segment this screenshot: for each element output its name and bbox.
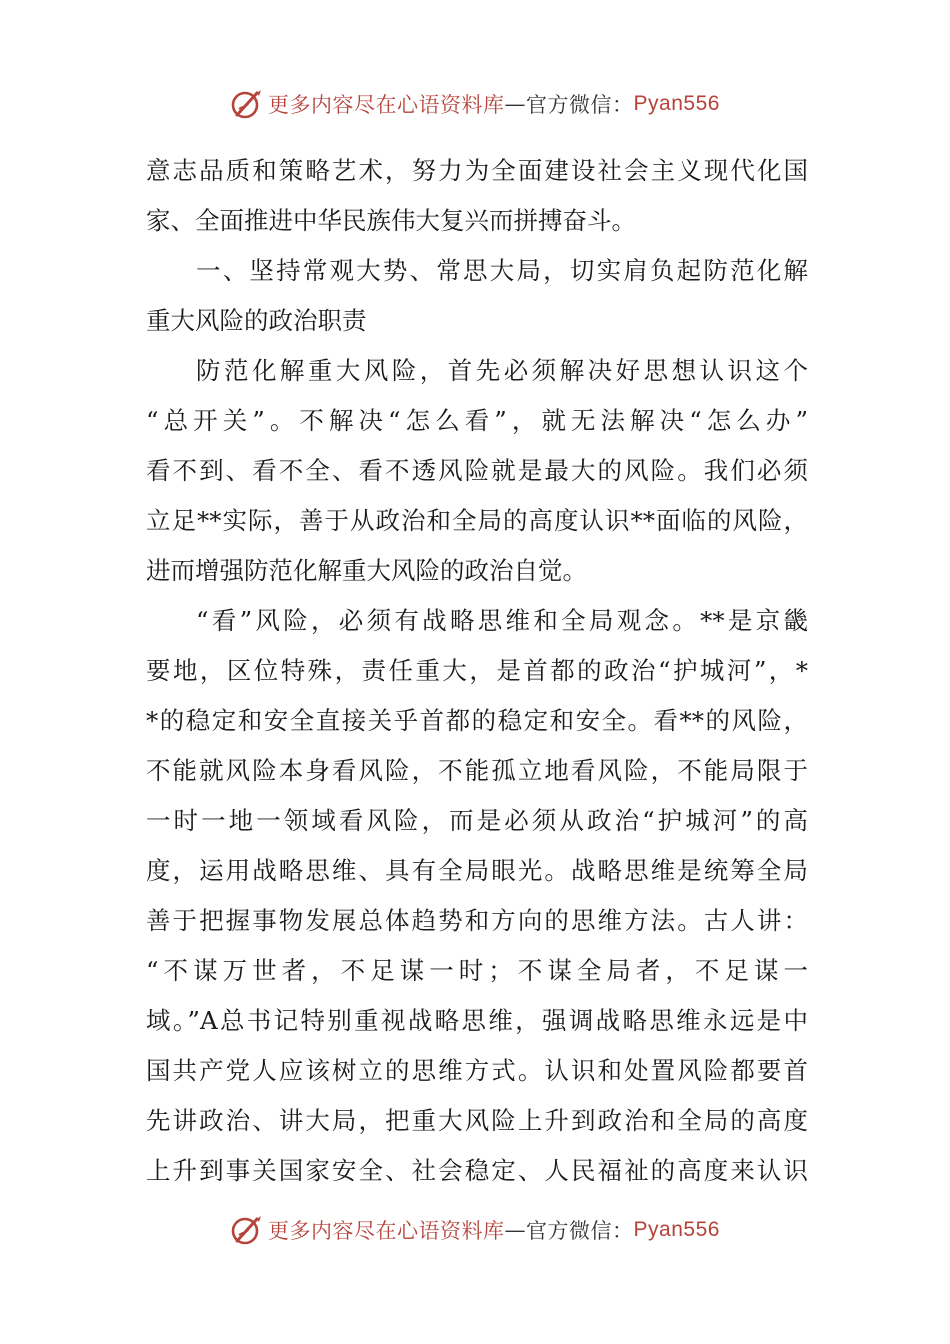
banner-wechat-id: Pyan556 bbox=[633, 92, 720, 115]
text-line: 意志品质和策略艺术，努力为全面建设社会主义现代化国 bbox=[146, 156, 808, 185]
text-line: 国共产党人应该树立的思维方式。认识和处置风险都要首 bbox=[146, 1056, 808, 1085]
text-line: “总开关”。不解决“怎么看”，就无法解决“怎么办” bbox=[146, 406, 808, 435]
section-heading-line: 重大风险的政治职责 bbox=[146, 306, 367, 335]
banner-dash: — bbox=[504, 92, 527, 116]
text-line: 不能就风险本身看风险，不能孤立地看风险，不能局限于 bbox=[146, 756, 808, 785]
text-line: 一时一地一领域看风险，而是必须从政治“护城河”的高 bbox=[146, 806, 808, 835]
pen-logo-icon bbox=[230, 87, 264, 121]
text-line: 看不到、看不全、看不透风险就是最大的风险。我们必须 bbox=[146, 456, 808, 485]
header-watermark-banner bbox=[0, 84, 950, 124]
banner-title: 更多内容尽在心语资料库 bbox=[268, 93, 505, 117]
pen-logo-icon bbox=[230, 1213, 264, 1247]
text-line: “不谋万世者，不足谋一时；不谋全局者，不足谋一 bbox=[146, 956, 808, 985]
text-line: 防范化解重大风险，首先必须解决好思想认识这个 bbox=[196, 356, 808, 385]
text-line: 要地，区位特殊，责任重大，是首都的政治“护城河”，* bbox=[146, 656, 808, 685]
section-heading-line: 一、坚持常观大势、常思大局，切实肩负起防范化解 bbox=[196, 256, 808, 285]
text-line: *的稳定和安全直接关乎首都的稳定和安全。看**的风险， bbox=[146, 706, 808, 735]
footer-banner-dash: — bbox=[504, 1218, 527, 1242]
text-line: 立足**实际，善于从政治和全局的高度认识**面临的风险， bbox=[146, 506, 808, 535]
document-body bbox=[146, 146, 808, 1196]
text-line: 善于把握事物发展总体趋势和方向的思维方法。古人讲： bbox=[146, 906, 808, 935]
footer-watermark-banner bbox=[0, 1210, 950, 1250]
text-line: “看”风险，必须有战略思维和全局观念。**是京畿 bbox=[196, 606, 808, 635]
text-line: 上升到事关国家安全、社会稳定、人民福祉的高度来认识 bbox=[146, 1156, 808, 1185]
banner-wechat-label: 官方微信： bbox=[526, 93, 634, 117]
text-line: 进而增强防范化解重大风险的政治自觉。 bbox=[146, 556, 587, 585]
text-line: 先讲政治、讲大局，把重大风险上升到政治和全局的高度 bbox=[146, 1106, 808, 1135]
text-line: 家、全面推进中华民族伟大复兴而拼搏奋斗。 bbox=[146, 206, 636, 235]
footer-banner-wechat-label: 官方微信： bbox=[526, 1219, 634, 1243]
footer-banner-wechat-id: Pyan556 bbox=[633, 1218, 720, 1241]
text-line: 域。”A总书记特别重视战略思维，强调战略思维永远是中 bbox=[146, 1006, 808, 1035]
text-line: 度，运用战略思维、具有全局眼光。战略思维是统筹全局 bbox=[146, 856, 808, 885]
footer-banner-title: 更多内容尽在心语资料库 bbox=[268, 1219, 505, 1243]
